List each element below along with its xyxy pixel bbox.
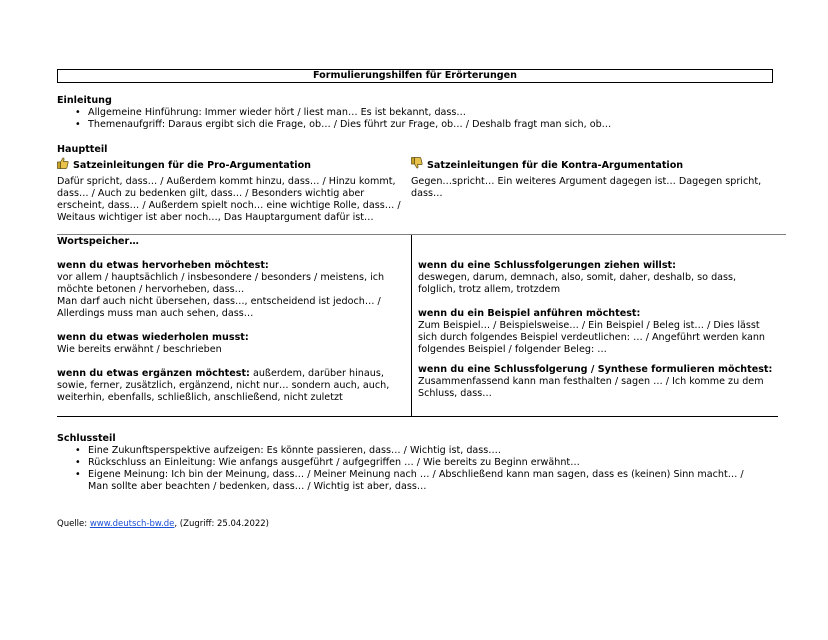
pro-line: Dafür spricht, dass… / Außerdem kommt hinzu, dass… / Hinzu kommt,	[57, 176, 396, 187]
hauptteil-heading: Hauptteil	[57, 144, 108, 155]
hervorheben-label: wenn du etwas hervorheben möchtest:	[57, 260, 269, 271]
beispiel-line: folgendes Beispiel / folgender Beleg: …	[418, 344, 607, 355]
synthese-line: Zusammenfassend kann man festhalten / sagen … / Ich komme zu dem	[418, 376, 764, 387]
wiederholen-label: wenn du etwas wiederholen musst:	[57, 332, 249, 343]
hervorheben-line: vor allem / hauptsächlich / insbesondere / besonders / meistens, ich	[57, 272, 385, 283]
pro-heading: Satzeinleitungen für die Pro-Argumentation	[73, 160, 312, 171]
source-link[interactable]: www.deutsch-bw.de	[89, 519, 175, 529]
divider-vertical	[411, 235, 412, 416]
wiederholen-line: Wie bereits erwähnt / beschrieben	[57, 344, 222, 355]
contra-column	[411, 157, 761, 200]
pro-line: Weitaus wichtiger ist aber noch…, Das Hauptargument dafür ist…	[57, 212, 374, 223]
schlussteil-list	[73, 445, 744, 481]
schlussfolgerung-line: deswegen, darum, demnach, also, somit, daher, deshalb, so dass,	[418, 272, 737, 283]
pro-line: erscheint, dass… / Außerdem spielt noch… eine wichtige Rolle, dass… /	[57, 200, 401, 211]
ergaenzen-header	[57, 368, 407, 380]
list-item: • Allgemeine Hinführung: Immer wieder hört / liest man… Es ist bekannt, dass…	[73, 107, 611, 119]
source-citation	[57, 518, 269, 530]
document-title: Formulierungshilfen für Erörterungen	[57, 69, 773, 83]
list-item: • Eine Zukunftsperspektive aufzeigen: Es könnte passieren, dass… / Wichtig ist, dass….	[73, 445, 744, 457]
synthese-label: wenn du eine Schlussfolgerung / Synthese formulieren möchtest:	[418, 364, 773, 375]
beispiel-label: wenn du ein Beispiel anführen möchtest:	[418, 308, 641, 319]
contra-line: dass…	[411, 188, 443, 199]
list-item: • Eigene Meinung: Ich bin der Meinung, dass… / Meiner Meinung nach … / Abschließend kann man sagen, dass es (keinen) Sinn macht… /	[73, 469, 744, 481]
source-suffix: , (Zugriff: 25.04.2022)	[174, 519, 269, 529]
contra-heading: Satzeinleitungen für die Kontra-Argumentation	[427, 160, 684, 171]
schlussfolgerung-line: folglich, trotz allem, trotzdem	[418, 284, 561, 295]
thumbs-up-icon	[57, 157, 69, 173]
ergaenzen-line: weiterhin, ebenfalls, schließlich, anschließend, nicht zuletzt	[57, 392, 343, 403]
wortspeicher-heading: Wortspeicher…	[57, 236, 139, 247]
schlussfolgerung-label: wenn du eine Schlussfolgerungen ziehen willst:	[418, 260, 676, 271]
wortspeicher-left	[57, 260, 407, 404]
ergaenzen-inline: außerdem, darüber hinaus,	[249, 368, 384, 379]
schlussteil-continuation: Man sollte aber beachten / bedenken, dass… / Wichtig ist aber, dass…	[88, 481, 427, 492]
source-prefix: Quelle:	[57, 519, 90, 529]
pro-column	[57, 157, 407, 224]
schlussteil-heading: Schlussteil	[57, 433, 116, 444]
beispiel-line: Zum Beispiel… / Beispielsweise… / Ein Beispiel / Beleg ist… / Dies lässt	[418, 320, 760, 331]
list-item: • Rückschluss an Einleitung: Wie anfangs ausgeführt / aufgegriffen … / Wie bereits zu Beginn erwähnt…	[73, 457, 744, 469]
wortspeicher-right	[418, 260, 778, 400]
einleitung-heading: Einleitung	[57, 95, 112, 106]
synthese-line: Schluss, dass…	[418, 388, 492, 399]
thumbs-down-icon	[411, 157, 423, 173]
hervorheben-line: Allerdings muss man auch sehen, dass…	[57, 308, 254, 319]
hervorheben-line: Man darf auch nicht übersehen, dass…, entscheidend ist jedoch… /	[57, 296, 381, 307]
contra-line: Gegen…spricht… Ein weiteres Argument dagegen ist… Dagegen spricht,	[411, 176, 762, 187]
beispiel-line: sich durch folgendes Beispiel verdeutlichen: … / Angeführt werden kann	[418, 332, 765, 343]
ergaenzen-line: sowie, ferner, zusätzlich, ergänzend, nicht nur… sondern auch, auch,	[57, 380, 390, 391]
einleitung-list	[73, 107, 611, 131]
divider-top	[57, 234, 786, 235]
divider-bottom	[57, 416, 778, 417]
list-item: • Themenaufgriff: Daraus ergibt sich die Frage, ob… / Dies führt zur Frage, ob… / Deshalb fragt man sich, ob…	[73, 119, 611, 131]
ergaenzen-label: wenn du etwas ergänzen möchtest:	[57, 368, 250, 379]
hervorheben-line: möchte betonen / hervorheben, dass…	[57, 284, 245, 295]
pro-line: dass… / Auch zu bedenken gilt, dass… / Besonders wichtig aber	[57, 188, 365, 199]
